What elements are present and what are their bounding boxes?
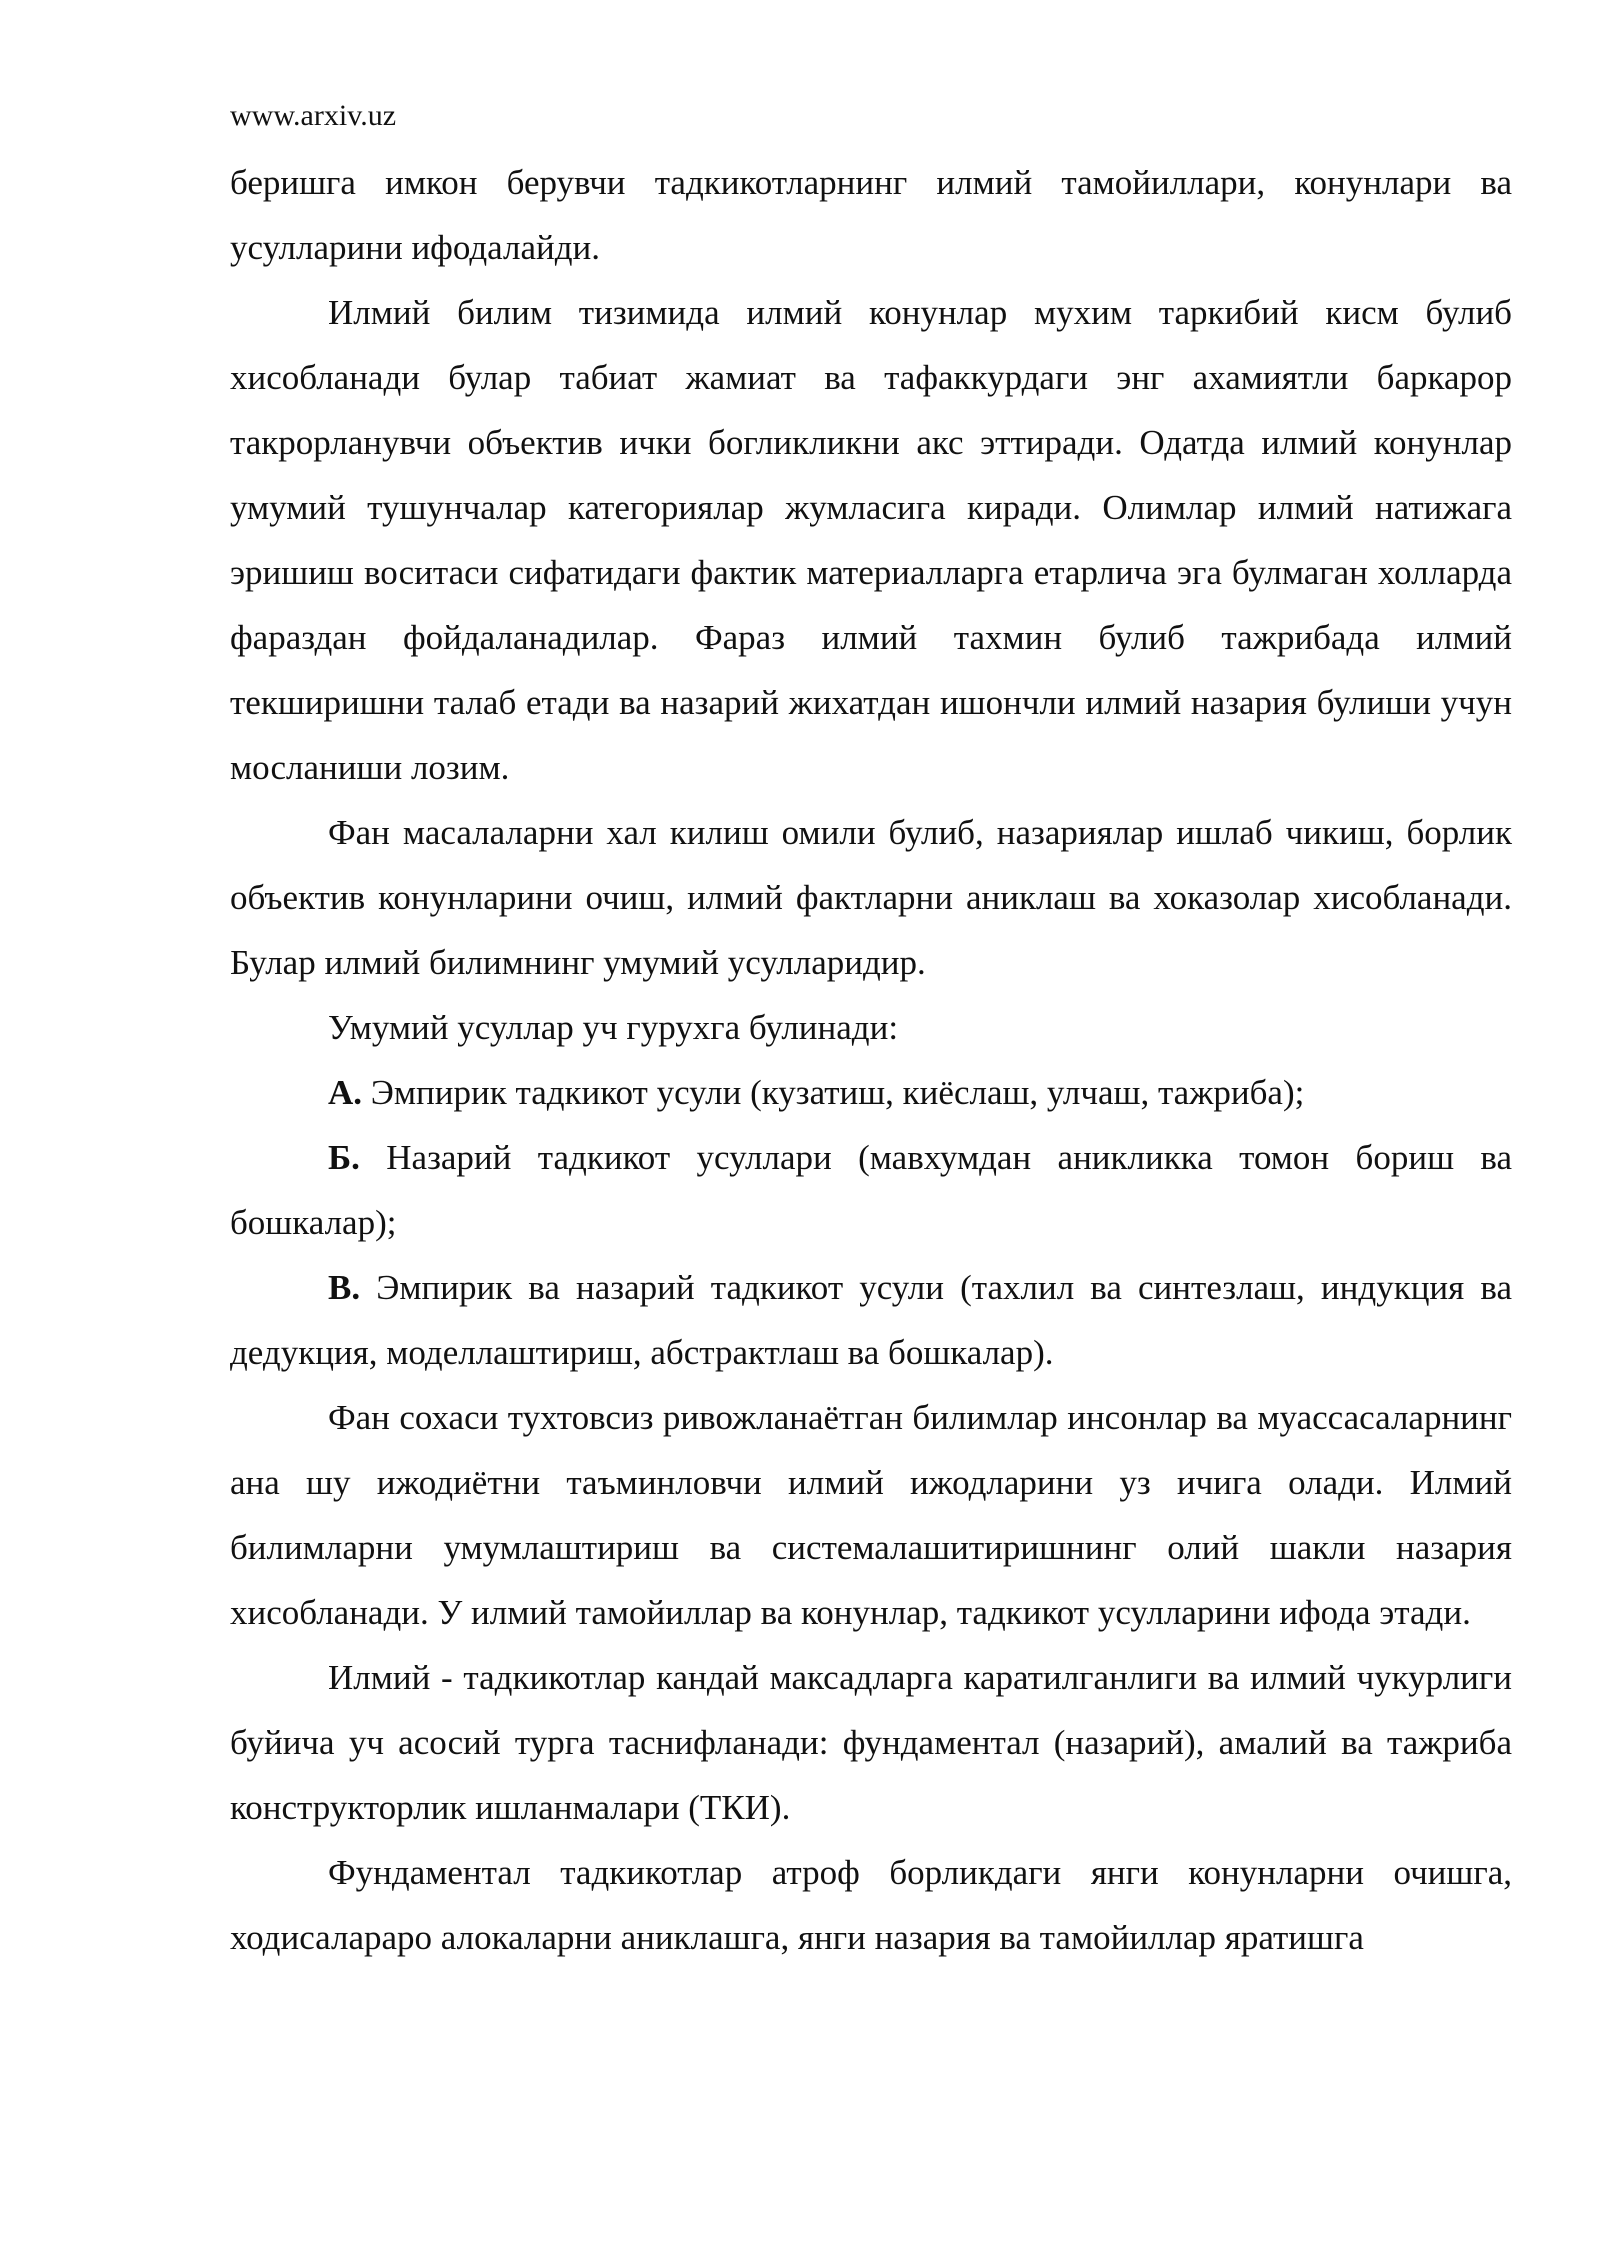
list-label-b: Б. [328,1138,360,1177]
list-item-b [230,1125,1512,1255]
paragraph-1: беришга имкон берувчи тадкикотларнинг илмий тамойиллари, конунлари ва усулларини ифодалайди. [230,163,1512,267]
list-item-a [230,1060,1512,1125]
header-url[interactable]: www.arxiv.uz [230,99,397,132]
paragraph-6: Илмий - тадкикотлар кандай максадларга каратилганлиги ва илмий чукурлиги буйича уч асосий турга таснифланади: фундаментал (назарий), амалий ва тажриба конструкторлик ишланмалари (ТКИ). [230,1658,1512,1827]
paragraph-2: Илмий билим тизимида илмий конунлар мухим таркибий кисм булиб хисобланади булар табиат жамиат ва тафаккурдаги энг ахамиятли баркарор такрорланувчи объектив ички богликликни акс эттиради. Одатда илмий конунлар умумий тушунчалар категориялар жумласига киради. Олимлар илмий натижага эришиш воситаси сифатидаги фактик материалларга етарлича эга булмаган холларда фараздан фойдаланадилар. Фараз илмий тахмин булиб тажрибада илмий текширишни талаб етади ва назарий жихатдан ишончли илмий назария булиши учун мосланиши лозим. [230,293,1512,787]
list-text-a: Эмпирик тадкикот усули (кузатиш, киёслаш, улчаш, тажриба); [362,1073,1305,1112]
paragraph-3: Фан масалаларни хал килиш омили булиб, назариялар ишлаб чикиш, борлик объектив конунларини очиш, илмий фактларни аниклаш ва хоказолар хисобланади. Булар илмий билимнинг умумий усулларидир. [230,813,1512,982]
list-label-a: А. [328,1073,363,1112]
list-label-c: В. [328,1268,361,1307]
document-body [230,150,1512,1970]
paragraph-4: Умумий усуллар уч гурухга булинади: [328,1008,899,1047]
paragraph-5: Фан сохаси тухтовсиз ривожланаётган билимлар инсонлар ва муассасаларнинг ана шу ижодиётни таъминловчи илмий ижодларини уз ичига олади. Илмий билимларни умумлаштириш ва системалашитиришнинг олий шакли назария хисобланади. У илмий тамойиллар ва конунлар, тадкикот усулларини ифода этади. [230,1398,1512,1632]
paragraph-7: Фундаментал тадкикотлар атроф борликдаги янги конунларни очишга, ходисалараро алокаларни аниклашга, янги назария ва тамойиллар яратишга [230,1853,1512,1957]
list-text-c: Эмпирик ва назарий тадкикот усули (тахлил ва синтезлаш, индукция ва дедукция, моделлаштириш, абстрактлаш ва бошкалар). [230,1268,1512,1372]
list-text-b: Назарий тадкикот усуллари (мавхумдан аникликка томон бориш ва бошкалар); [230,1138,1512,1242]
list-item-c [230,1255,1512,1385]
